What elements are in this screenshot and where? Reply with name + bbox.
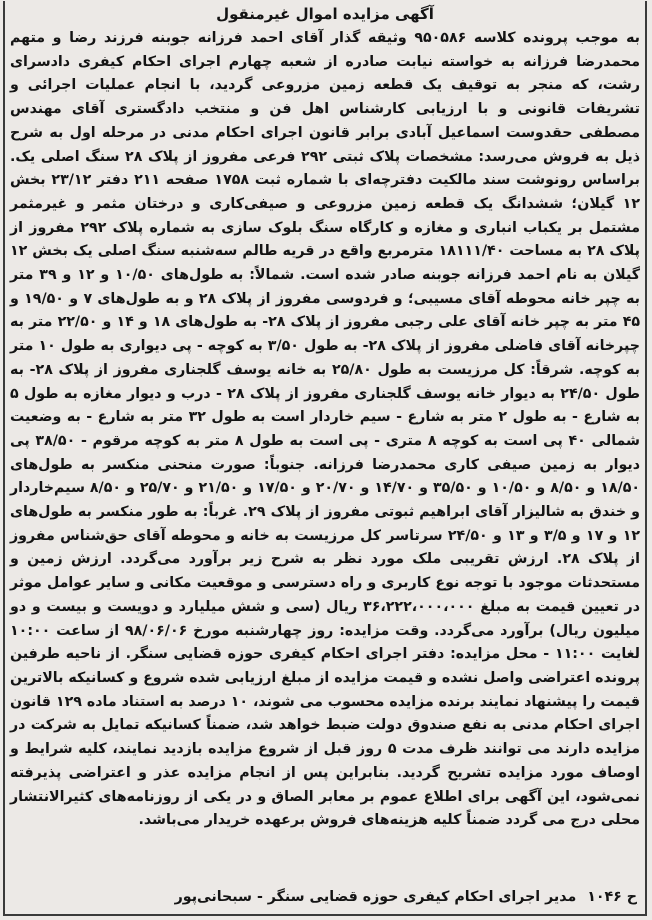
- notice-footer: [11, 886, 637, 908]
- auction-notice: [3, 1, 647, 916]
- notice-body: به موجب پرونده کلاسه ۹۵۰۵۸۶ وثیقه گذار آقای احمد فرزانه جوبنه فرزند رضا و متهم محمدرضا فرزانه به خواسته نیابت صادره از شعبه چهارم اجرای احکام کیفری دادسرای رشت، که منجر به توقیف یک قطعه زمین مزروعی گردید، با انجام عملیات اجرائی و تشریفات قانونی و با ارزیابی کارشناس اهل فن و منتخب دادگستری آقای مهندس مصطفی حقدوست اسماعیل آبادی برابر قانون اجرای احکام مدنی در مرحله اول به شرح ذیل به فروش می‌رسد: مشخصات پلاک ثبتی ۲۹۲ فرعی مفروز از پلاک ۲۸ سنگ اصلی یک. براساس رونوشت سند مالکیت دفترچه‌ای با شماره ثبت ۱۷۵۸ صفحه ۲۱۱ دفتر ۲۳/۱۲ بخش ۱۲ گیلان؛ ششدانگ یک قطعه زمین مزروعی و صیفی‌کاری و درختان مثمر و غیرمثمر مشتمل بر یکباب انباری و مغازه و کارگاه سنگ بلوک سازی به شماره پلاک ۲۹۲ مفروز از پلاک ۲۸ به مساحت ۱۸۱۱۱/۴۰ مترمربع واقع در قریه طالم سه‌شنبه سنگ اصلی یک بخش ۱۲ گیلان به نام احمد فرزانه جوبنه صادر شده است. شمالاً: به طول‌های ۱۰/۵۰ و ۱۲ و ۳۹ متر به چپر خانه محوطه آقای مسیبی؛ و فردوسی مفروز از پلاک ۲۸ و به طول‌های ۷ و ۱۹/۵۰ و ۴۵ متر به چپر خانه آقای علی رجبی مفروز از پلاک ۲۸- به طول‌های ۱۸ و ۱۴ و ۲۲/۵۰ متر به چپرخانه آقای فاضلی مفروز از پلاک ۲۸- به طول ۳/۵۰ به کوچه - پی دیواری به طول ۱۰ متر به کوچه. شرقاً: کل مرزیست به طول ۲۵/۸۰ به خانه یوسف گلجناری مفروز از پلاک ۲۸- به طول ۲۴/۵۰ به دیوار خانه یوسف گلجناری مفروز از پلاک ۲۸ - درب و دیوار مغازه به طول ۵ به شارع - به طول ۲ متر به شارع - سیم خاردار است به طول ۳۲ متر به شارع - به وضعیت شمالی ۴۰ پی است به کوچه ۸ متری - پی است به طول ۸ متر به کوچه مرقوم - ۳۸/۵۰ پی دیوار به زمین صیفی کاری محمدرضا فرزانه. جنوباً: صورت منحنی منکسر به طول‌های ۱۸/۵۰ و ۸/۵۰ و ۱۰/۵۰ و ۳۵/۵۰ و ۱۴/۷۰ و ۲۰/۷۰ و ۱۷/۵۰ و ۲۱/۵۰ و ۲۵/۷۰ و ۸/۵۰ سیم‌خاردار و خندق به شالیزار آقای ابراهیم ثبوتی مفروز از پلاک ۲۹. غرباً: به طور منکسر به طول‌های ۱۲ و ۱۷ و ۳/۵ و ۱۳ و ۲۴/۵۰ سرتاسر کل مرزیست به خانه و محوطه آقای حق‌شناس مفروز از پلاک ۲۸. ارزش تقریبی ملک مورد نظر به شرح زیر برآورد می‌گردد. ارزش زمین و مستحدثات موجود با توجه نوع کاربری و راه دسترسی و موقعیت مکانی و سایر عوامل موثر در تعیین قیمت به مبلغ ۳۶،۲۲۲،۰۰۰،۰۰۰ ریال (سی و شش میلیارد و دویست و بیست و دو میلیون ریال) برآورد می‌گردد. وقت مزایده: روز چهارشنبه مورخ ۹۸/۰۶/۰۶ از ساعت ۱۰:۰۰ لغایت ۱۱:۰۰ - محل مزایده: دفتر اجرای احکام کیفری حوزه قضایی سنگر. از ناحیه طرفین پرونده اعتراضی واصل نشده و قیمت مزایده از مبلغ ارزیابی شده شروع و کسانیکه بالاترین قیمت را پیشنهاد نمایند برنده مزایده محسوب می شوند، ۱۰ درصد به استناد ماده ۱۲۹ قانون اجرای احکام مدنی به نفع صندوق دولت ضبط خواهد شد، ضمناً کسانیکه تمایل به شرکت در مزایده دارند می توانند ظرف مدت ۵ روز قبل از شروع مزایده بازدید نمایند، کلیه شرایط و اوصاف مورد مزایده تشریح گردید. بنابراین پس از انجام مزایده عذر و اعتراضی پذیرفته نمی‌شود، این آگهی برای اطلاع عموم بر معابر الصاق و در یکی از روزنامه‌های کثیرالانتشار محلی درج می گردد ضمناً کلیه هزینه‌های فروش برعهده خریدار می‌باشد.: [9, 30, 641, 829]
- notice-signature: مدیر اجرای احکام کیفری حوزه قضایی سنگر - سبحانی‌پور: [174, 889, 577, 905]
- notice-title: آگهی مزایده اموال غیرمنقول: [216, 5, 434, 23]
- notice-code: ح ۱۰۴۶: [587, 889, 637, 905]
